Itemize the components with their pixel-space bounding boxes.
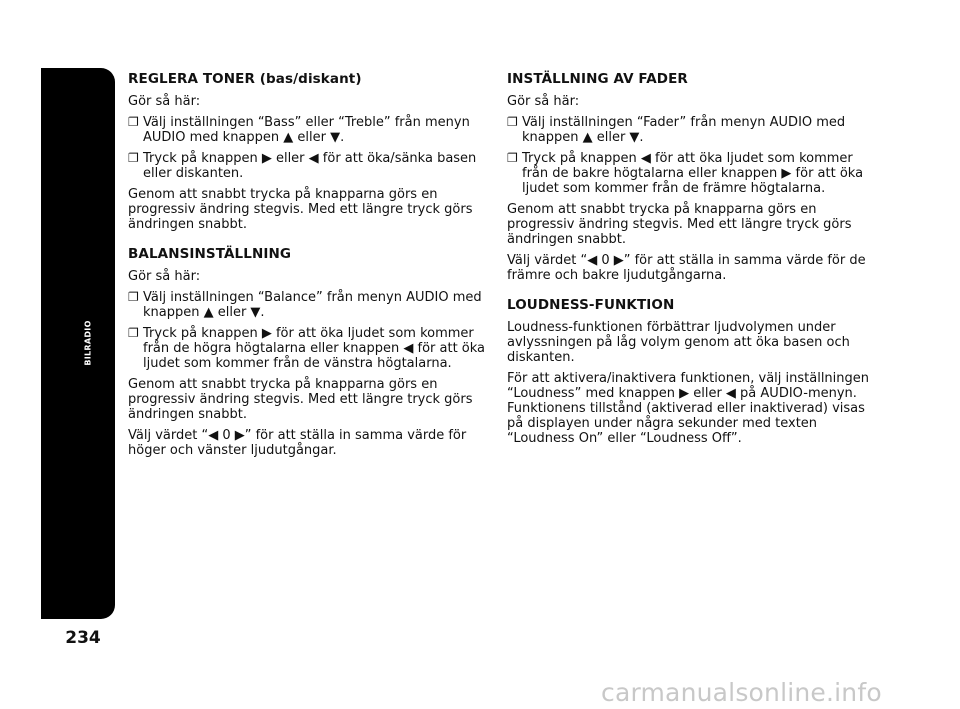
fader-paragraph-1: Genom att snabbt trycka på knapparna görs en progressiv ändring stegvis. Med ett längre tryck görs ändringen snabbt.	[507, 202, 852, 247]
left-column	[128, 71, 496, 464]
treble-step-2: Tryck på knappen ▶ eller ◀ för att öka/sänka basen eller diskanten.	[143, 151, 477, 181]
checkbox-bullet-icon: ❐	[128, 290, 139, 304]
chapter-sidebar	[41, 68, 115, 619]
balance-paragraph-2: Välj värdet “◀ 0 ▶” för att ställa in samma värde för höger och vänster ljudutgångar.	[128, 428, 467, 458]
fader-step-1: Välj inställningen “Fader” från menyn AUDIO med knappen ▲ eller ▼.	[522, 115, 846, 145]
checkbox-bullet-icon: ❐	[507, 151, 518, 165]
balance-step-2: Tryck på knappen ▶ för att öka ljudet som kommer från de högra högtalarna eller knappen ◀ för att öka ljudet som kommer från de vänstra högtalarna.	[143, 326, 486, 371]
list-item	[128, 151, 496, 181]
balance-heading: BALANSINSTÄLLNING	[128, 246, 292, 262]
page-number: 234	[65, 628, 101, 648]
checkbox-bullet-icon: ❐	[128, 151, 139, 165]
fader-paragraph-2: Välj värdet “◀ 0 ▶” för att ställa in samma värde för de främre och bakre ljudutgångarna.	[507, 253, 866, 283]
checkbox-bullet-icon: ❐	[128, 326, 139, 340]
fader-heading: INSTÄLLNING AV FADER	[507, 71, 688, 87]
watermark: carmanualsonline.info	[601, 678, 882, 707]
checkbox-bullet-icon: ❐	[507, 115, 518, 129]
chapter-label: BILRADIO	[83, 320, 93, 366]
treble-intro: Gör så här:	[128, 94, 201, 109]
treble-heading: REGLERA TONER (bas/diskant)	[128, 71, 362, 87]
list-item	[128, 290, 496, 320]
treble-paragraph: Genom att snabbt trycka på knapparna görs en progressiv ändring stegvis. Med ett längre tryck görs ändringen snabbt.	[128, 187, 473, 232]
loudness-paragraph-1: Loudness-funktionen förbättrar ljudvolymen under avlyssningen på låg volym genom att öka basen och diskanten.	[507, 320, 850, 365]
fader-step-2: Tryck på knappen ◀ för att öka ljudet som kommer från de bakre högtalarna eller knappen ▶ för att öka ljudet som kommer från de främre högtalarna.	[522, 151, 864, 196]
balance-paragraph-1: Genom att snabbt trycka på knapparna görs en progressiv ändring stegvis. Med ett längre tryck görs ändringen snabbt.	[128, 377, 473, 422]
list-item	[507, 115, 875, 145]
fader-intro: Gör så här:	[507, 94, 580, 109]
list-item	[507, 151, 875, 196]
list-item	[128, 326, 496, 371]
list-item	[128, 115, 496, 145]
loudness-heading: LOUDNESS-FUNKTION	[507, 297, 675, 313]
balance-step-1: Välj inställningen “Balance” från menyn AUDIO med knappen ▲ eller ▼.	[143, 290, 482, 320]
treble-step-1: Välj inställningen “Bass” eller “Treble” från menyn AUDIO med knappen ▲ eller ▼.	[143, 115, 470, 145]
balance-intro: Gör så här:	[128, 269, 201, 284]
right-column	[507, 71, 875, 452]
loudness-paragraph-2: För att aktivera/inaktivera funktionen, välj inställningen “Loudness” med knappen ▶ eller ◀ på AUDIO-menyn. Funktionens tillstånd (aktiverad eller inaktiverad) visas på displayen under några sekunder med texten “Loudness On” eller “Loudness Off”.	[507, 371, 870, 446]
checkbox-bullet-icon: ❐	[128, 115, 139, 129]
